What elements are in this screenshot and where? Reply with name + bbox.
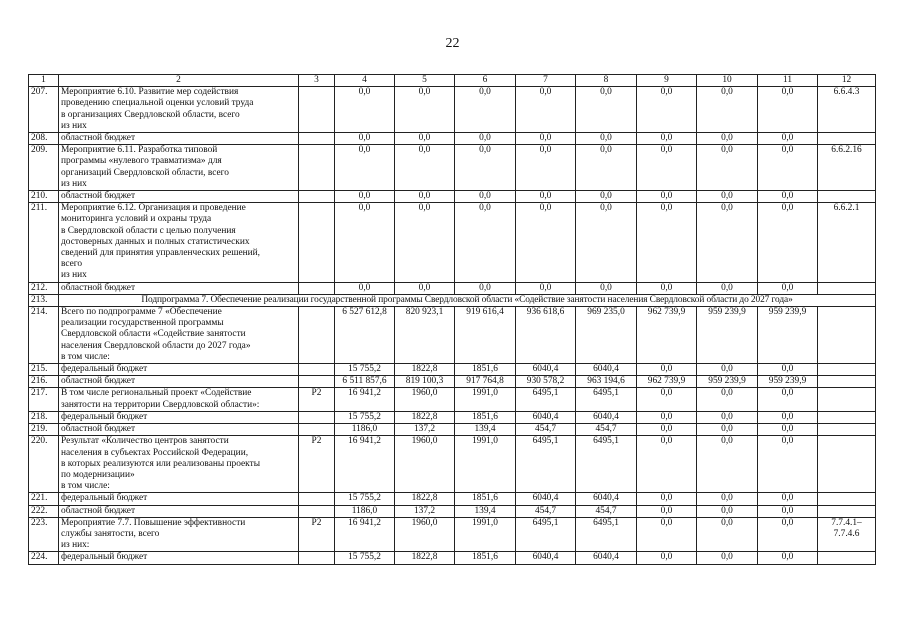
code-cell [299, 552, 335, 564]
value-cell: 0,0 [335, 87, 395, 133]
item-name-cell: областной бюджет [59, 505, 299, 517]
item-name-cell: Мероприятие 6.10. Развитие мер содействия проведению специальной оценки условий труда в организациях Свердловской области, всего из них [59, 87, 299, 133]
item-name-cell: Мероприятие 6.11. Разработка типовой программы «нулевого травматизма» для организаций Свердловской области, всего из них [59, 145, 299, 191]
value-cell: 819 100,3 [395, 376, 455, 388]
value-cell: 0,0 [697, 552, 758, 564]
value-cell: 1851,6 [455, 411, 516, 423]
value-cell: 963 194,6 [576, 376, 637, 388]
value-cell: 0,0 [576, 133, 637, 145]
row-number-cell: 218. [29, 411, 59, 423]
table-row [29, 364, 876, 376]
budget-table [28, 74, 876, 565]
value-cell: 454,7 [576, 424, 637, 436]
value-cell: 0,0 [758, 493, 818, 505]
value-cell: 0,0 [758, 411, 818, 423]
table-row [29, 436, 876, 493]
code-cell [299, 87, 335, 133]
reference-cell: 7.7.4.1– 7.7.4.6 [818, 517, 876, 552]
value-cell: 6040,4 [516, 552, 576, 564]
value-cell: 0,0 [637, 505, 697, 517]
value-cell: 6040,4 [576, 411, 637, 423]
value-cell: 0,0 [758, 424, 818, 436]
value-cell: 6040,4 [576, 364, 637, 376]
value-cell: 0,0 [335, 133, 395, 145]
value-cell: 15 755,2 [335, 364, 395, 376]
value-cell: 0,0 [697, 411, 758, 423]
value-cell: 0,0 [637, 517, 697, 552]
value-cell: 6495,1 [516, 388, 576, 411]
value-cell: 0,0 [697, 364, 758, 376]
value-cell: 0,0 [455, 282, 516, 294]
reference-cell [818, 552, 876, 564]
value-cell: 0,0 [335, 282, 395, 294]
value-cell: 1822,8 [395, 552, 455, 564]
value-cell: 0,0 [697, 493, 758, 505]
code-cell: P2 [299, 517, 335, 552]
table-row [29, 133, 876, 145]
reference-cell [818, 411, 876, 423]
reference-cell [818, 191, 876, 203]
value-cell: 0,0 [637, 87, 697, 133]
column-header: 9 [637, 75, 697, 87]
value-cell: 6040,4 [516, 411, 576, 423]
item-name-cell: Мероприятие 7.7. Повышение эффективности службы занятости, всего из них: [59, 517, 299, 552]
value-cell: 6040,4 [516, 364, 576, 376]
value-cell: 15 755,2 [335, 552, 395, 564]
reference-cell [818, 133, 876, 145]
column-header: 12 [818, 75, 876, 87]
reference-cell [818, 364, 876, 376]
value-cell: 0,0 [758, 364, 818, 376]
value-cell: 0,0 [637, 493, 697, 505]
value-cell: 454,7 [516, 424, 576, 436]
value-cell: 820 923,1 [395, 307, 455, 364]
table-row [29, 191, 876, 203]
value-cell: 0,0 [455, 87, 516, 133]
value-cell: 1851,6 [455, 364, 516, 376]
row-number-cell: 208. [29, 133, 59, 145]
value-cell: 0,0 [395, 203, 455, 282]
table-row [29, 307, 876, 364]
value-cell: 0,0 [637, 436, 697, 493]
value-cell: 6040,4 [576, 493, 637, 505]
code-cell [299, 145, 335, 191]
value-cell: 1960,0 [395, 517, 455, 552]
value-cell: 1851,6 [455, 493, 516, 505]
reference-cell: 6.6.4.3 [818, 87, 876, 133]
item-name-cell: федеральный бюджет [59, 411, 299, 423]
reference-cell [818, 424, 876, 436]
value-cell: 0,0 [697, 203, 758, 282]
code-cell [299, 505, 335, 517]
value-cell: 0,0 [335, 203, 395, 282]
row-number-cell: 214. [29, 307, 59, 364]
value-cell: 1822,8 [395, 411, 455, 423]
code-cell [299, 493, 335, 505]
value-cell: 6495,1 [516, 436, 576, 493]
reference-cell [818, 436, 876, 493]
row-number-cell: 219. [29, 424, 59, 436]
value-cell: 0,0 [697, 436, 758, 493]
code-cell [299, 424, 335, 436]
row-number-cell: 221. [29, 493, 59, 505]
value-cell: 0,0 [576, 203, 637, 282]
value-cell: 919 616,4 [455, 307, 516, 364]
code-cell [299, 282, 335, 294]
value-cell: 0,0 [637, 282, 697, 294]
reference-cell [818, 307, 876, 364]
value-cell: 1822,8 [395, 364, 455, 376]
value-cell: 6495,1 [516, 517, 576, 552]
table-row [29, 505, 876, 517]
table-row [29, 87, 876, 133]
value-cell: 959 239,9 [758, 307, 818, 364]
item-name-cell: областной бюджет [59, 282, 299, 294]
value-cell: 0,0 [335, 191, 395, 203]
value-cell: 0,0 [395, 87, 455, 133]
value-cell: 0,0 [697, 191, 758, 203]
value-cell: 0,0 [758, 191, 818, 203]
code-cell: P2 [299, 388, 335, 411]
value-cell: 969 235,0 [576, 307, 637, 364]
value-cell: 0,0 [697, 388, 758, 411]
reference-cell [818, 388, 876, 411]
value-cell: 16 941,2 [335, 436, 395, 493]
value-cell: 0,0 [758, 282, 818, 294]
value-cell: 0,0 [637, 552, 697, 564]
value-cell: 1960,0 [395, 388, 455, 411]
value-cell: 0,0 [758, 145, 818, 191]
column-header: 8 [576, 75, 637, 87]
column-header: 2 [59, 75, 299, 87]
value-cell: 6040,4 [576, 552, 637, 564]
value-cell: 0,0 [637, 191, 697, 203]
row-number-cell: 215. [29, 364, 59, 376]
value-cell: 959 239,9 [697, 307, 758, 364]
value-cell: 0,0 [758, 388, 818, 411]
row-number-cell: 216. [29, 376, 59, 388]
item-name-cell: Всего по подпрограмме 7 «Обеспечение реализации государственной программы Свердловской области «Содействие занятости населения Свердловской области до 2027 года» в том числе: [59, 307, 299, 364]
item-name-cell: федеральный бюджет [59, 552, 299, 564]
table-row [29, 493, 876, 505]
value-cell: 0,0 [516, 145, 576, 191]
code-cell [299, 364, 335, 376]
value-cell: 6040,4 [516, 493, 576, 505]
column-header: 11 [758, 75, 818, 87]
code-cell [299, 411, 335, 423]
subprogram-header-row [29, 294, 876, 306]
value-cell: 0,0 [637, 145, 697, 191]
reference-cell [818, 493, 876, 505]
value-cell: 1991,0 [455, 517, 516, 552]
item-name-cell: федеральный бюджет [59, 364, 299, 376]
value-cell: 1186,0 [335, 505, 395, 517]
table-row [29, 411, 876, 423]
column-number-row [29, 75, 876, 87]
value-cell: 0,0 [758, 505, 818, 517]
item-name-cell: областной бюджет [59, 376, 299, 388]
value-cell: 0,0 [697, 87, 758, 133]
value-cell: 0,0 [455, 145, 516, 191]
value-cell: 0,0 [576, 282, 637, 294]
subprogram-title-cell: Подпрограмма 7. Обеспечение реализации государственной программы Свердловской области «Содействие занятости населения Свердловской области до 2027 года» [59, 294, 876, 306]
value-cell: 0,0 [395, 282, 455, 294]
value-cell: 137,2 [395, 424, 455, 436]
value-cell: 0,0 [335, 145, 395, 191]
row-number-cell: 223. [29, 517, 59, 552]
column-header: 6 [455, 75, 516, 87]
value-cell: 1851,6 [455, 552, 516, 564]
column-header: 5 [395, 75, 455, 87]
item-name-cell: областной бюджет [59, 191, 299, 203]
table-row [29, 376, 876, 388]
item-name-cell: Мероприятие 6.12. Организация и проведение мониторинга условий и охраны труда в Свердловской области с целью получения достоверных данных и полных статистических сведений для принятия управленческих решений, всего из них [59, 203, 299, 282]
value-cell: 0,0 [637, 364, 697, 376]
value-cell: 6495,1 [576, 388, 637, 411]
item-name-cell: областной бюджет [59, 133, 299, 145]
table-row [29, 145, 876, 191]
item-name-cell: В том числе региональный проект «Содействие занятости на территории Свердловской области»: [59, 388, 299, 411]
value-cell: 15 755,2 [335, 411, 395, 423]
code-cell [299, 203, 335, 282]
value-cell: 930 578,2 [516, 376, 576, 388]
value-cell: 454,7 [576, 505, 637, 517]
item-name-cell: федеральный бюджет [59, 493, 299, 505]
column-header: 7 [516, 75, 576, 87]
row-number-cell: 213. [29, 294, 59, 306]
value-cell: 15 755,2 [335, 493, 395, 505]
value-cell: 959 239,9 [697, 376, 758, 388]
table-body [29, 75, 876, 565]
page-number: 22 [445, 36, 460, 51]
table-row [29, 388, 876, 411]
value-cell: 0,0 [516, 191, 576, 203]
value-cell: 0,0 [637, 388, 697, 411]
row-number-cell: 210. [29, 191, 59, 203]
value-cell: 1186,0 [335, 424, 395, 436]
value-cell: 1991,0 [455, 436, 516, 493]
table-row [29, 517, 876, 552]
column-header: 3 [299, 75, 335, 87]
value-cell: 6495,1 [576, 517, 637, 552]
code-cell [299, 307, 335, 364]
value-cell: 0,0 [637, 411, 697, 423]
value-cell: 0,0 [697, 133, 758, 145]
row-number-cell: 220. [29, 436, 59, 493]
value-cell: 139,4 [455, 424, 516, 436]
value-cell: 0,0 [455, 191, 516, 203]
value-cell: 0,0 [455, 203, 516, 282]
value-cell: 0,0 [697, 505, 758, 517]
value-cell: 16 941,2 [335, 388, 395, 411]
row-number-cell: 222. [29, 505, 59, 517]
value-cell: 0,0 [697, 145, 758, 191]
value-cell: 0,0 [576, 191, 637, 203]
table-row [29, 282, 876, 294]
value-cell: 962 739,9 [637, 376, 697, 388]
value-cell: 0,0 [516, 282, 576, 294]
row-number-cell: 211. [29, 203, 59, 282]
value-cell: 917 764,8 [455, 376, 516, 388]
reference-cell: 6.6.2.16 [818, 145, 876, 191]
value-cell: 454,7 [516, 505, 576, 517]
value-cell: 959 239,9 [758, 376, 818, 388]
value-cell: 0,0 [637, 203, 697, 282]
column-header: 10 [697, 75, 758, 87]
value-cell: 0,0 [758, 517, 818, 552]
value-cell: 0,0 [395, 191, 455, 203]
row-number-cell: 212. [29, 282, 59, 294]
value-cell: 0,0 [637, 424, 697, 436]
value-cell: 0,0 [576, 145, 637, 191]
value-cell: 0,0 [516, 87, 576, 133]
code-cell [299, 133, 335, 145]
code-cell [299, 376, 335, 388]
reference-cell [818, 376, 876, 388]
value-cell: 1960,0 [395, 436, 455, 493]
column-header: 1 [29, 75, 59, 87]
value-cell: 0,0 [576, 87, 637, 133]
table-row [29, 203, 876, 282]
column-header: 4 [335, 75, 395, 87]
value-cell: 0,0 [516, 133, 576, 145]
value-cell: 6495,1 [576, 436, 637, 493]
row-number-cell: 209. [29, 145, 59, 191]
value-cell: 0,0 [395, 133, 455, 145]
table-row [29, 552, 876, 564]
value-cell: 0,0 [455, 133, 516, 145]
code-cell: P2 [299, 436, 335, 493]
value-cell: 16 941,2 [335, 517, 395, 552]
item-name-cell: Результат «Количество центров занятости населения в субъектах Российской Федерации, в которых реализуются или реализованы проекты по модернизации» в том числе: [59, 436, 299, 493]
value-cell: 0,0 [395, 145, 455, 191]
reference-cell [818, 282, 876, 294]
value-cell: 0,0 [758, 87, 818, 133]
item-name-cell: областной бюджет [59, 424, 299, 436]
value-cell: 6 511 857,6 [335, 376, 395, 388]
row-number-cell: 224. [29, 552, 59, 564]
value-cell: 0,0 [758, 552, 818, 564]
row-number-cell: 207. [29, 87, 59, 133]
reference-cell: 6.6.2.1 [818, 203, 876, 282]
code-cell [299, 191, 335, 203]
value-cell: 1822,8 [395, 493, 455, 505]
value-cell: 0,0 [758, 203, 818, 282]
value-cell: 0,0 [758, 133, 818, 145]
table-row [29, 424, 876, 436]
value-cell: 137,2 [395, 505, 455, 517]
value-cell: 936 618,6 [516, 307, 576, 364]
value-cell: 6 527 612,8 [335, 307, 395, 364]
value-cell: 0,0 [637, 133, 697, 145]
value-cell: 0,0 [697, 517, 758, 552]
reference-cell [818, 505, 876, 517]
row-number-cell: 217. [29, 388, 59, 411]
value-cell: 0,0 [697, 424, 758, 436]
value-cell: 0,0 [758, 436, 818, 493]
value-cell: 139,4 [455, 505, 516, 517]
value-cell: 962 739,9 [637, 307, 697, 364]
value-cell: 0,0 [697, 282, 758, 294]
value-cell: 1991,0 [455, 388, 516, 411]
value-cell: 0,0 [516, 203, 576, 282]
